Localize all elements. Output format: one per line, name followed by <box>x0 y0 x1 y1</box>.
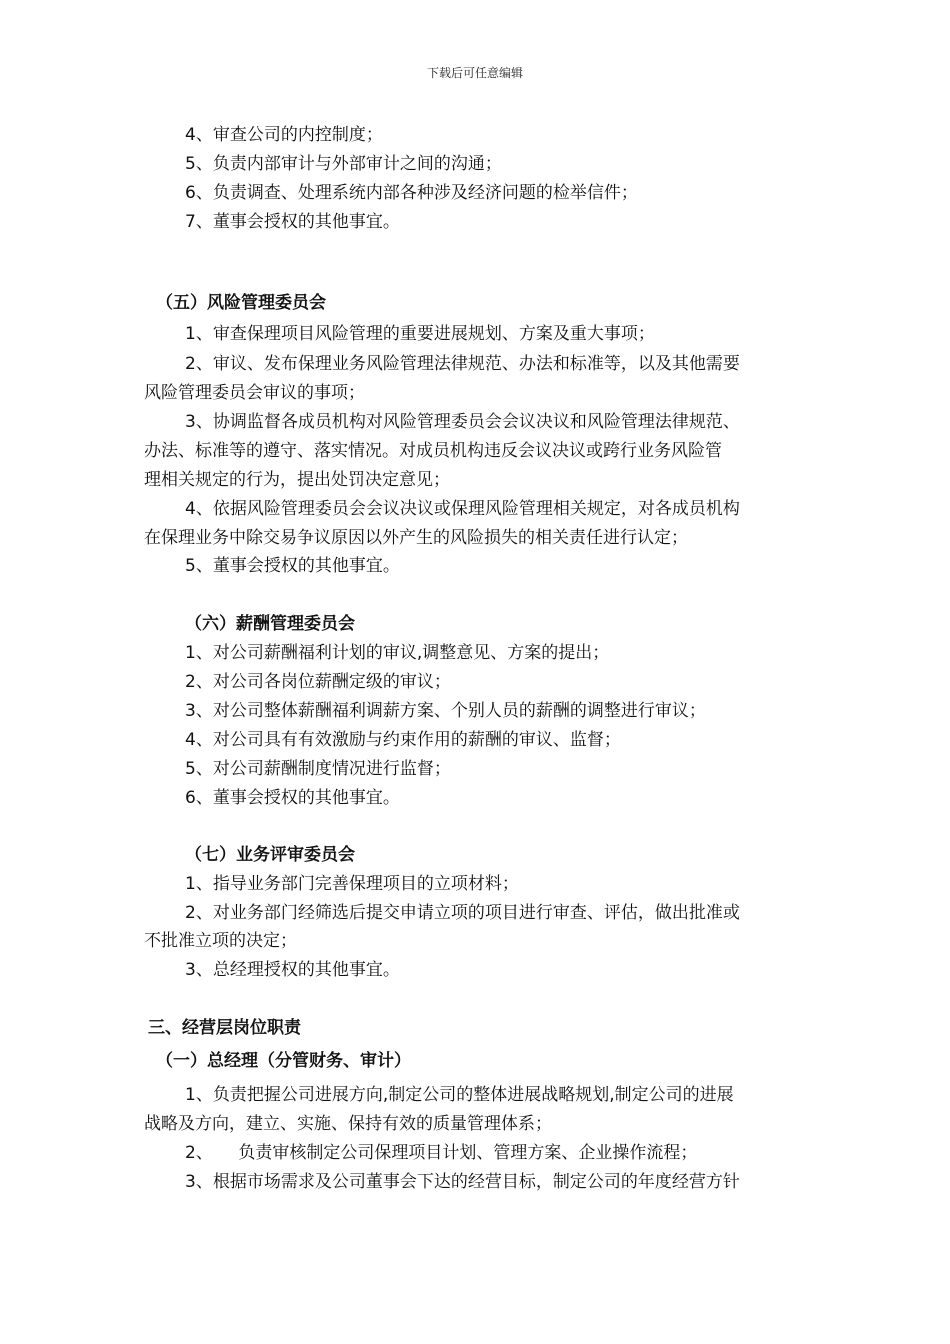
list-item: 4、依据风险管理委员会会议决议或保理风险管理相关规定，对各成员机构 <box>185 499 740 519</box>
list-item: 1、审查保理项目风险管理的重要进展规划、方案及重大事项； <box>185 324 655 344</box>
list-item: 2、对业务部门经筛选后提交申请立项的项目进行审查、评估，做出批准或 <box>185 903 740 923</box>
list-item: 3、根据市场需求及公司董事会下达的经营目标，制定公司的年度经营方针 <box>185 1172 740 1192</box>
list-item: 2、审议、发布保理业务风险管理法律规范、办法和标准等，以及其他需要 <box>185 354 740 374</box>
list-item: 风险管理委员会审议的事项； <box>144 383 365 403</box>
list-item: 6、负责调查、处理系统内部各种涉及经济问题的检举信件； <box>185 183 638 203</box>
section-heading-risk: （五）风险管理委员会 <box>156 293 326 313</box>
list-item: 在保理业务中除交易争议原因以外产生的风险损失的相关责任进行认定； <box>144 528 688 548</box>
list-item: 理相关规定的行为，提出处罚决定意见； <box>144 470 450 490</box>
list-item: 办法、标准等的遵守、落实情况。对成员机构违反会议决议或跨行业务风险管 <box>144 441 722 461</box>
list-item: 2、对公司各岗位薪酬定级的审议； <box>185 672 451 692</box>
list-item: 4、对公司具有有效激励与约束作用的薪酬的审议、监督； <box>185 730 621 750</box>
part-heading-management: 三、经营层岗位职责 <box>148 1018 301 1038</box>
list-item: 3、协调监督各成员机构对风险管理委员会会议决议和风险管理法律规范、 <box>185 412 740 432</box>
section-heading-compensation: （六）薪酬管理委员会 <box>185 614 355 634</box>
list-item: 4、审查公司的内控制度； <box>185 125 383 145</box>
list-item: 1、指导业务部门完善保理项目的立项材料； <box>185 874 519 894</box>
list-item: 6、董事会授权的其他事宜。 <box>185 788 400 808</box>
page-header: 下载后可任意编辑 <box>426 66 523 80</box>
list-item: 3、对公司整体薪酬福利调薪方案、个别人员的薪酬的调整进行审议； <box>185 701 706 721</box>
list-item: 7、董事会授权的其他事宜。 <box>185 212 400 232</box>
subsection-heading-general-manager: （一）总经理（分管财务、审计） <box>156 1051 411 1071</box>
list-item: 3、总经理授权的其他事宜。 <box>185 960 400 980</box>
list-item: 1、负责把握公司进展方向,制定公司的整体进展战略规划,制定公司的进展 <box>185 1085 734 1105</box>
list-item: 5、负责内部审计与外部审计之间的沟通； <box>185 154 502 174</box>
list-item: 5、对公司薪酬制度情况进行监督； <box>185 759 451 779</box>
list-item: 1、对公司薪酬福利计划的审议,调整意见、方案的提出； <box>185 643 610 663</box>
list-item: 不批准立项的决定； <box>144 931 297 951</box>
list-item: 2、 负责审核制定公司保理项目计划、管理方案、企业操作流程； <box>185 1143 698 1163</box>
list-item: 5、董事会授权的其他事宜。 <box>185 556 400 576</box>
section-heading-review: （七）业务评审委员会 <box>185 845 355 865</box>
list-item: 战略及方向，建立、实施、保持有效的质量管理体系； <box>144 1114 552 1134</box>
